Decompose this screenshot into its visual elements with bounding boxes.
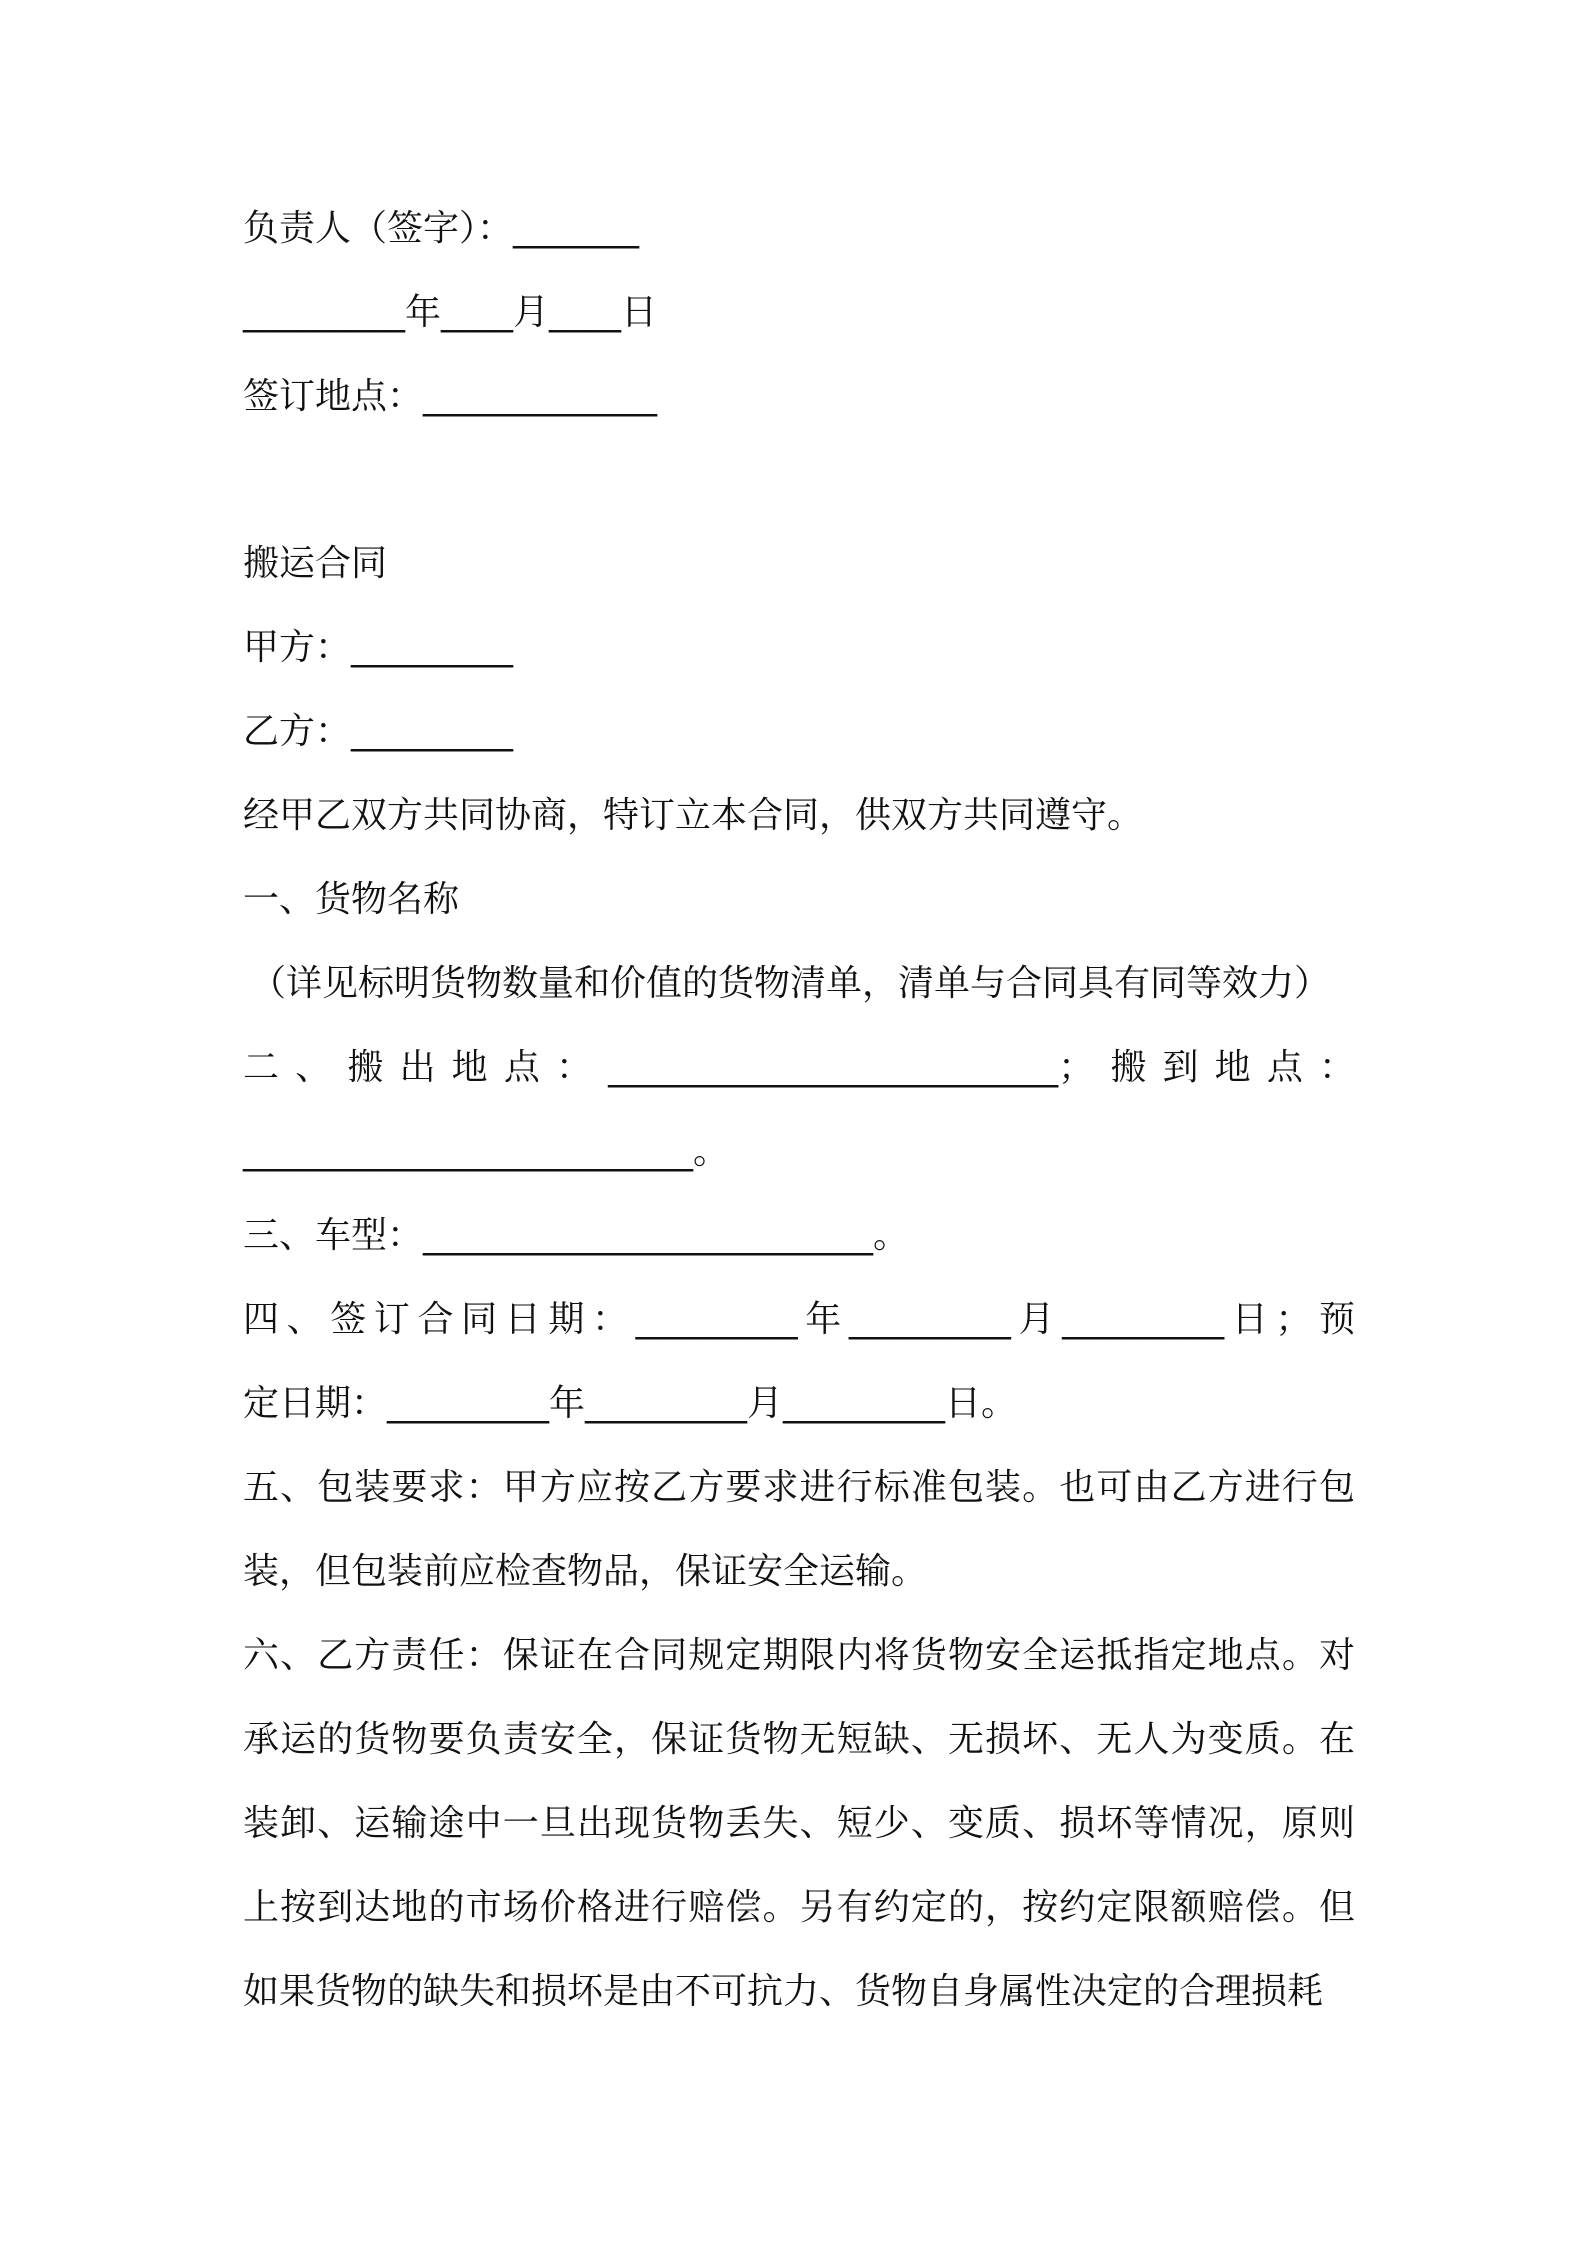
- section-4-line-1: 四、签订合同日期：_________年_________月_________日；预: [243, 1299, 1355, 1340]
- party-a-line: 甲方：_________: [243, 627, 514, 668]
- signing-place-line: 签订地点：_____________: [243, 376, 658, 417]
- section-2-line-1: 二、搬出地点：_________________________；搬到地点：: [243, 1047, 1355, 1088]
- responsible-person-signature-line: 负责人（签字）：_______: [243, 208, 640, 249]
- party-b-line: 乙方：_________: [243, 711, 514, 752]
- section-1-heading: 一、货物名称: [243, 879, 460, 920]
- contract-preamble: 经甲乙双方共同协商，特订立本合同，供双方共同遵守。: [243, 795, 1144, 836]
- contract-title: 搬运合同: [243, 543, 388, 584]
- signature-date-line: _________年____月____日: [243, 292, 657, 333]
- section-4-line-2: 定日期：_________年_________月_________日。: [243, 1383, 1018, 1424]
- section-1-note: （详见标明货物数量和价值的货物清单，清单与合同具有同等效力）: [250, 963, 1331, 1004]
- section-5-packaging-requirements: 五、包装要求：甲方应按乙方要求进行标准包装。也可由乙方进行包装，但包装前应检查物品，保证安全运输。: [243, 1467, 1355, 1592]
- section-3-vehicle-type: 三、车型：_________________________。: [243, 1215, 910, 1256]
- section-6-party-b-responsibilities: 六、乙方责任：保证在合同规定期限内将货物安全运抵指定地点。对承运的货物要负责安全，保证货物无短缺、无损坏、无人为变质。在装卸、运输途中一旦出现货物丢失、短少、变质、损坏等情况，原则上按到达地的市场价格进行赔偿。另有约定的，按约定限额赔偿。但如果货物的缺失和损坏是由不可抗力、货物自身属性决定的合理损耗: [243, 1635, 1355, 2012]
- section-2-line-2: _________________________。: [243, 1131, 729, 1172]
